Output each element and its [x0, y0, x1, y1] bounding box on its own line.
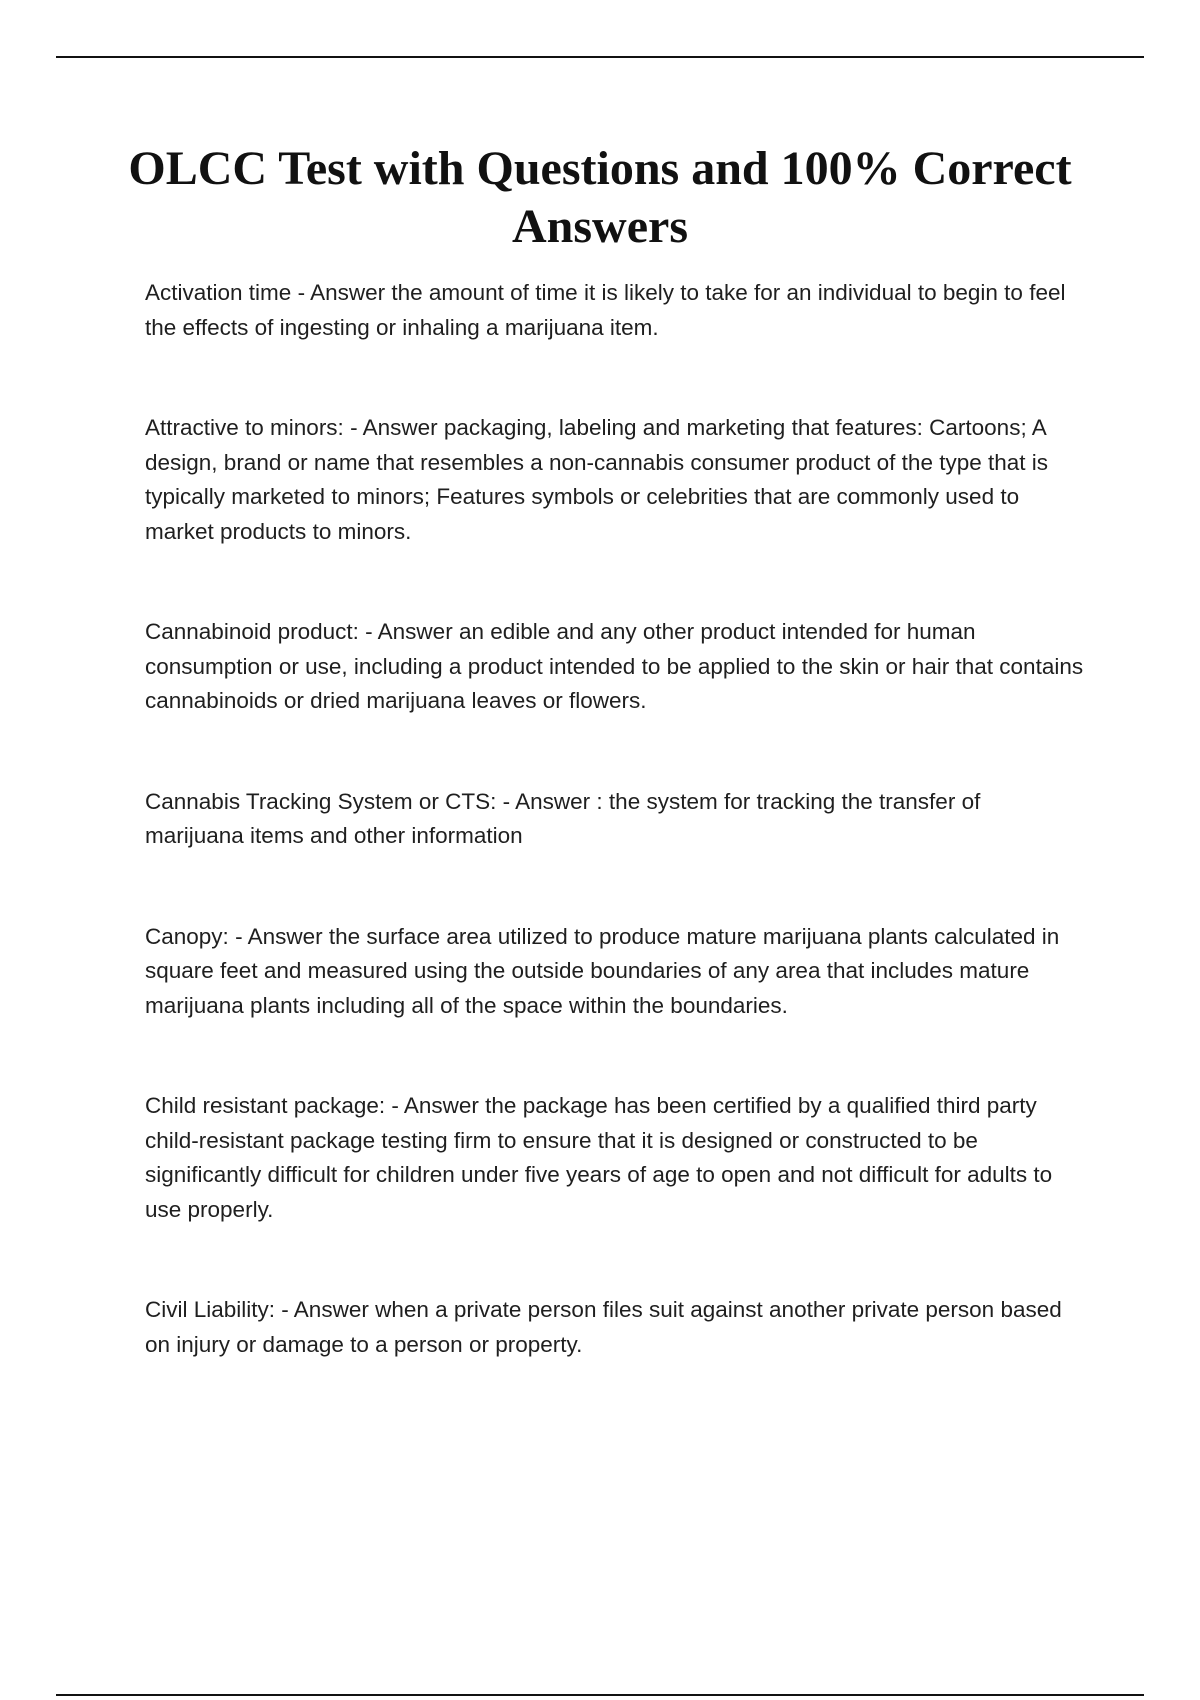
- entry-answer: when a private person files suit against another private person based on injury or damage to a person or property.: [145, 1297, 1062, 1357]
- qa-entry: [145, 920, 1085, 1024]
- top-rule: [56, 56, 1144, 58]
- bottom-rule: [56, 1694, 1144, 1696]
- qa-entry: [145, 411, 1085, 549]
- entry-answer: the surface area utilized to produce mature marijuana plants calculated in square feet and measured using the outside boundaries of any area that includes mature marijuana plants including all of the space within the boundaries.: [145, 923, 1060, 1018]
- entry-answer: the package has been certified by a qualified third party child-resistant package testing firm to ensure that it is designed or constructed to be significantly difficult for children under five years of age to open and not difficult for adults to use properly.: [145, 1093, 1053, 1222]
- qa-entry: [145, 615, 1085, 719]
- qa-list: [145, 276, 1085, 1428]
- qa-entry: [145, 1293, 1085, 1362]
- entry-separator: - Answer: [228, 923, 329, 949]
- entry-separator: - Answer: [291, 280, 392, 305]
- entry-term: Child resistant package:: [145, 1093, 386, 1118]
- entry-term: Cannabinoid product:: [145, 619, 359, 644]
- entry-separator: - Answer: [275, 1297, 376, 1322]
- page-title: OLCC Test with Questions and 100% Correct Answers: [128, 142, 1072, 253]
- entry-separator: - Answer: [343, 415, 444, 440]
- entry-separator: - Answer: [385, 1093, 486, 1118]
- entry-term: Cannabis Tracking System or CTS:: [145, 788, 497, 814]
- entry-answer: an edible and any other product intended for human consumption or use, including a product intended to be applied to the skin or hair that contains cannabinoids or dried marijuana leaves or flowers.: [145, 619, 1084, 713]
- entry-answer: : the system for tracking the transfer of marijuana items and other information: [145, 788, 981, 848]
- qa-entry: [145, 276, 1085, 345]
- entry-term: Attractive to minors:: [145, 415, 344, 440]
- entry-term: Canopy:: [145, 923, 229, 949]
- entry-term: Civil Liability:: [145, 1297, 276, 1322]
- entry-separator: - Answer: [358, 619, 459, 644]
- entry-answer: the amount of time it is likely to take for an individual to begin to feel the effects of ingesting or inhaling a marijuana item.: [145, 280, 1066, 340]
- qa-entry: [145, 1089, 1085, 1227]
- entry-separator: - Answer: [496, 788, 597, 814]
- entry-term: Activation time: [145, 280, 292, 305]
- qa-entry: [145, 785, 1085, 854]
- entry-answer: packaging, labeling and marketing that features: Cartoons; A design, brand or name that resembles a non-cannabis consumer product of the type that is typically marketed to minors; Features symbols or celebrities that are commonly used to market products to minors.: [145, 415, 1049, 544]
